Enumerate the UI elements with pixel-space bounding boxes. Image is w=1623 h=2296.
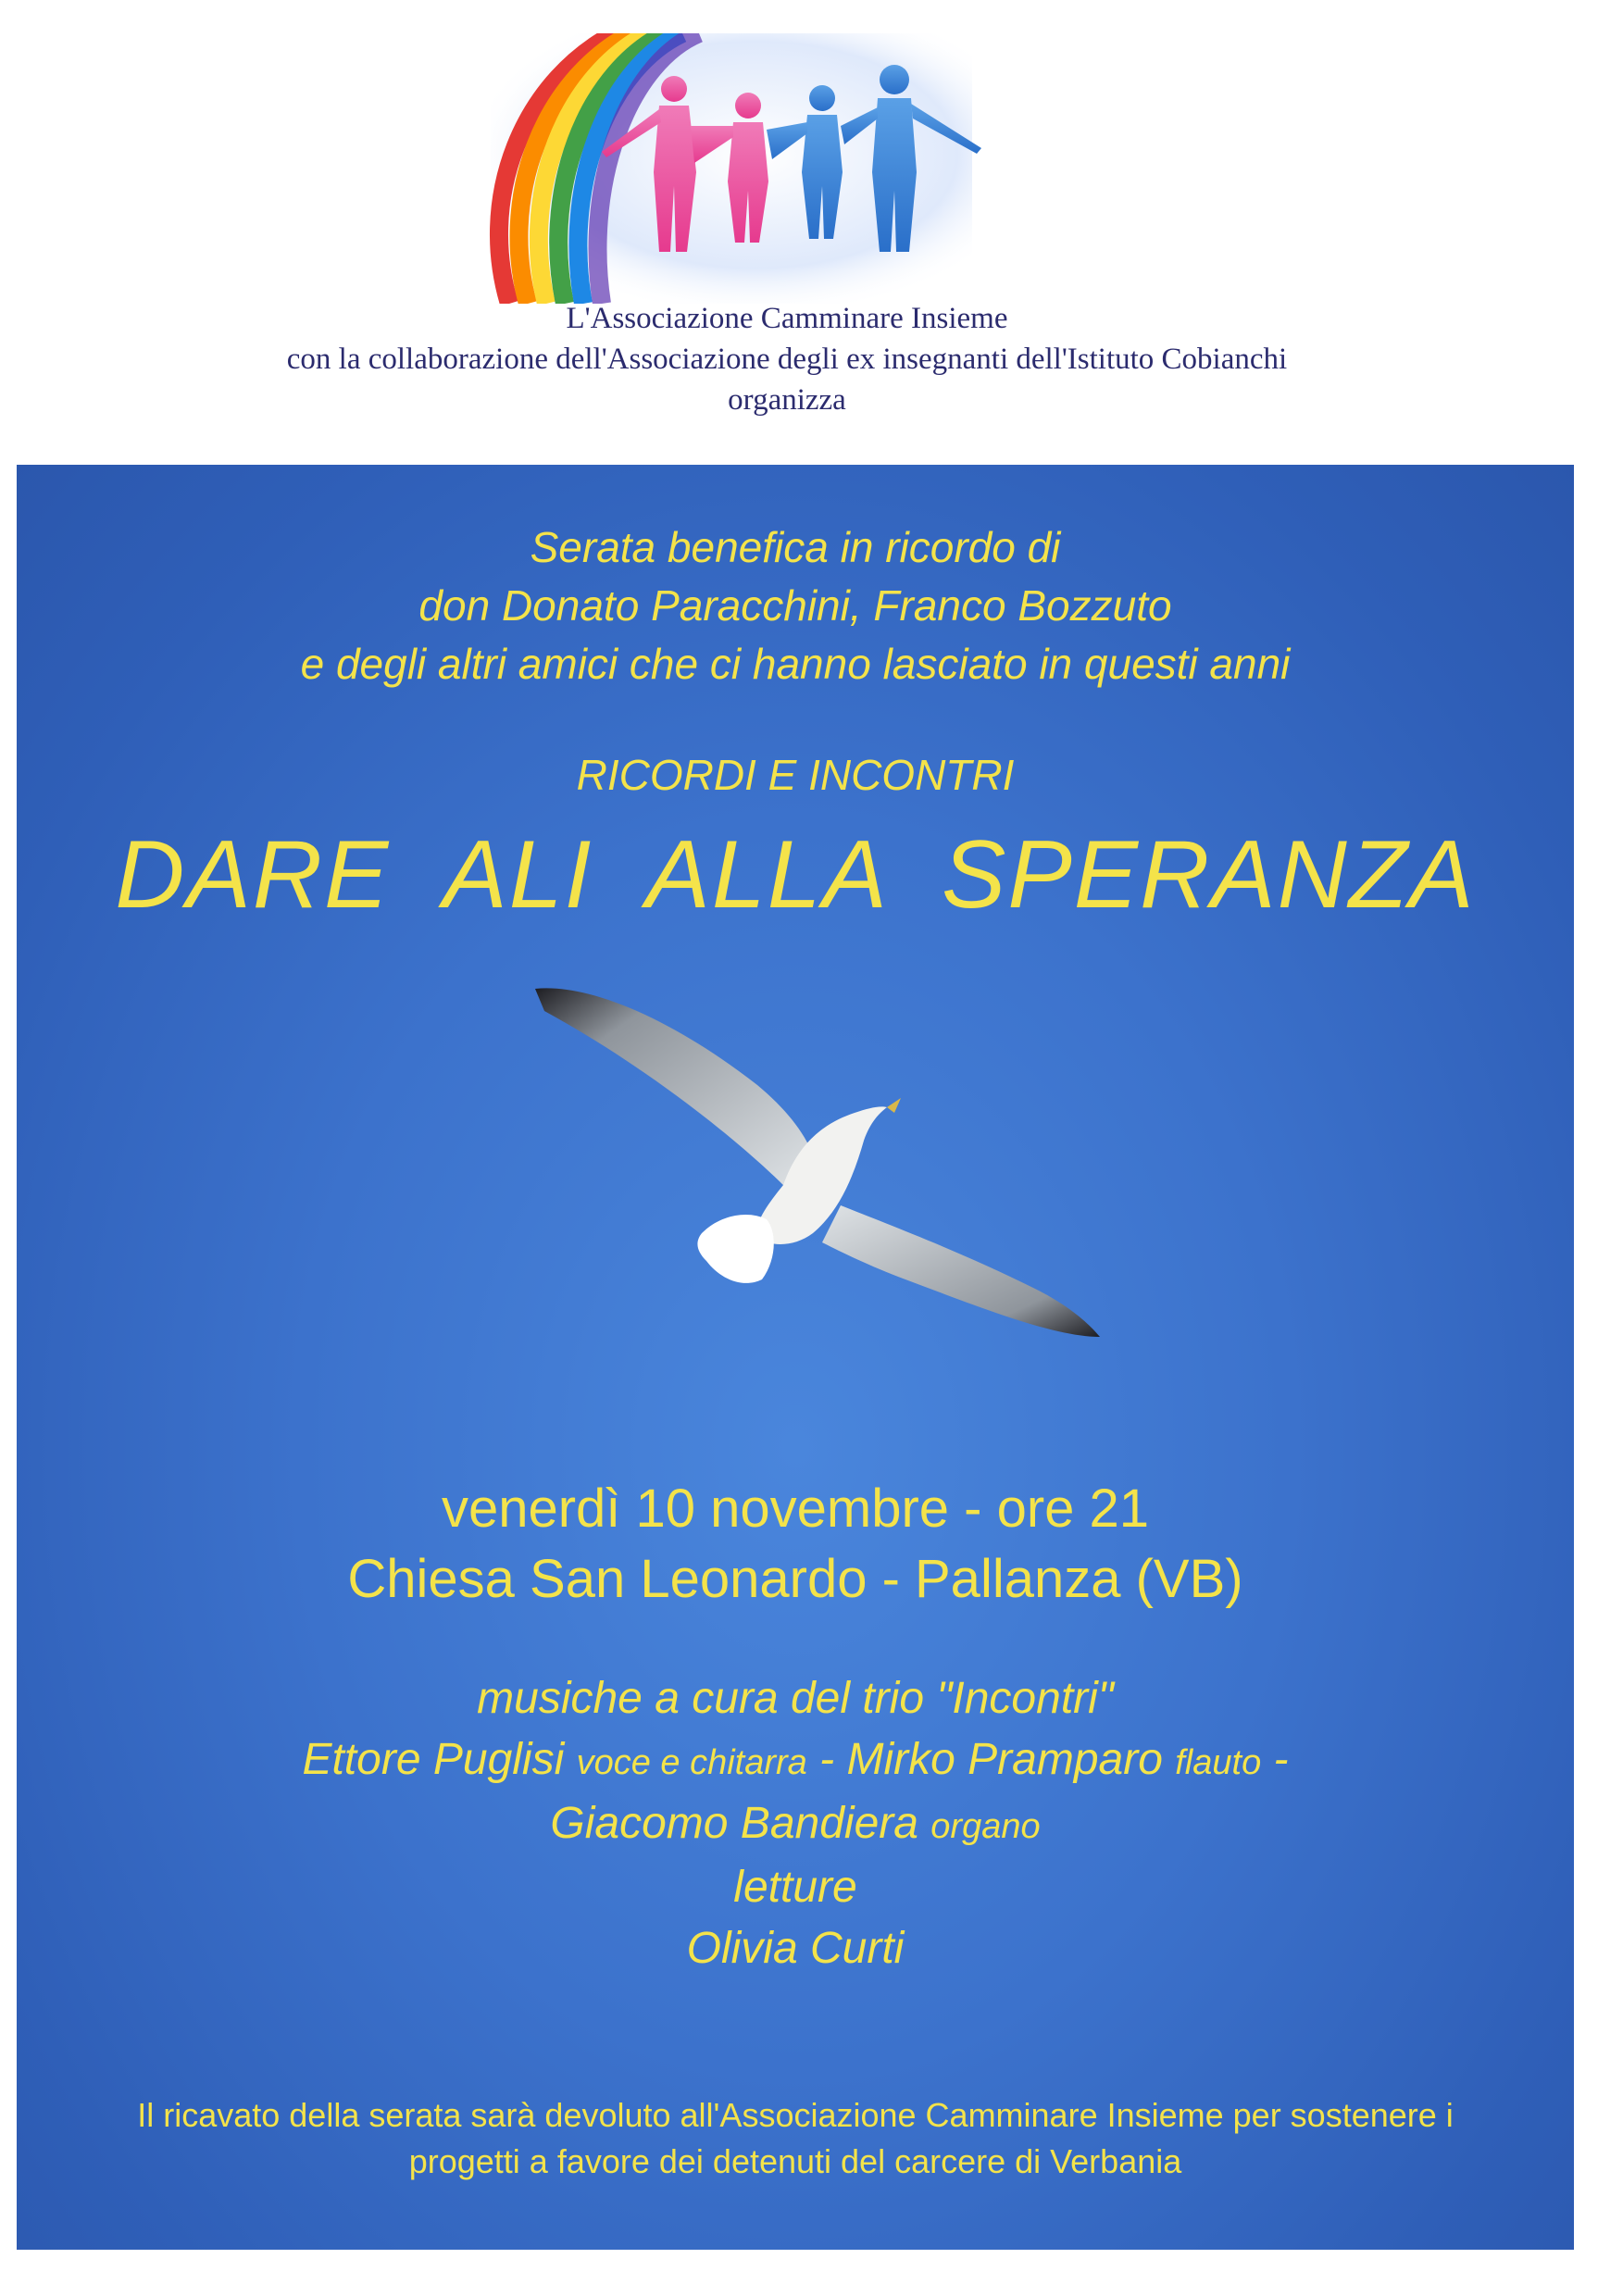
- organizer-text: [0, 298, 1574, 420]
- performer-name: Ettore Puglisi: [302, 1735, 565, 1784]
- proceeds-line-2: progetti a favore dei detenuti del carcere di Verbania: [408, 2142, 1182, 2180]
- organizer-line-2: con la collaborazione dell'Associazione degli ex insegnanti dell'Istituto Cobianchi: [286, 343, 1288, 376]
- music-heading: musiche a cura del trio "Incontri": [477, 1674, 1114, 1723]
- organizer-line-3: organizza: [728, 383, 846, 417]
- organizer-line-1: L'Associazione Camminare Insieme: [566, 302, 1008, 335]
- event-panel: [17, 465, 1574, 2250]
- dedication-line-2: don Donato Paracchini, Franco Bozzuto: [418, 581, 1172, 630]
- proceeds-note: [17, 2092, 1574, 2185]
- performers-line-2: [17, 1793, 1574, 1857]
- dedication-line-3: e degli altri amici che ci hanno lasciato in questi anni: [300, 640, 1291, 688]
- separator: -: [806, 1735, 847, 1784]
- performer-role: flauto: [1175, 1743, 1262, 1782]
- performer-name: Mirko Pramparo: [846, 1735, 1163, 1784]
- music-section: [17, 1668, 1574, 1979]
- event-title: DARE ALI ALLA SPERANZA: [115, 821, 1476, 929]
- header: [0, 0, 1623, 454]
- performer-role: voce e chitarra: [576, 1743, 807, 1782]
- dedication-line-1: Serata benefica in ricordo di: [530, 523, 1061, 571]
- dedication: [17, 518, 1574, 693]
- event-date-time: venerdì 10 novembre - ore 21: [441, 1479, 1150, 1539]
- performer-role: organo: [930, 1807, 1041, 1846]
- event-subtitle: RICORDI E INCONTRI: [576, 751, 1015, 799]
- date-place: [17, 1474, 1574, 1615]
- readings-label: letture: [733, 1863, 857, 1912]
- proceeds-line-1: Il ricavato della serata sarà devoluto all'Associazione Camminare Insieme per sostenere i: [137, 2096, 1454, 2134]
- association-logo-icon: [454, 33, 1009, 304]
- separator: -: [1261, 1735, 1289, 1784]
- performer-name: Giacomo Bandiera: [550, 1799, 918, 1848]
- reader-name: Olivia Curti: [686, 1924, 905, 1973]
- seagull-icon: [535, 983, 1128, 1372]
- performers-line-1: [17, 1729, 1574, 1793]
- event-place: Chiesa San Leonardo - Pallanza (VB): [347, 1549, 1243, 1609]
